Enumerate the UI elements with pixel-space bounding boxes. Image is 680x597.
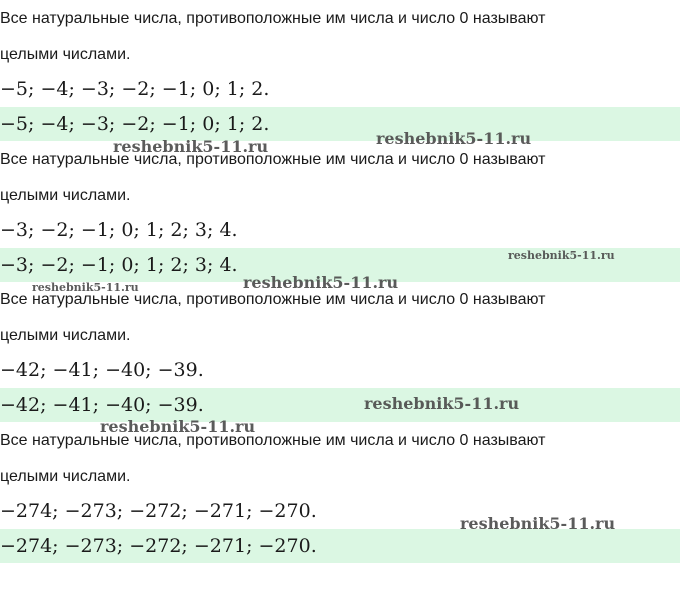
sequence-line: −274; −273; −272; −271; −270. — [0, 500, 317, 522]
answer-text: −274; −273; −272; −271; −270. — [0, 535, 317, 557]
intro-line-1: Все натуральные числа, противоположные им числа и число 0 называют — [0, 432, 546, 449]
intro-line-2: целыми числами. — [0, 187, 131, 204]
watermark: reshebnik5-11.ru — [243, 273, 399, 292]
watermark: reshebnik5-11.ru — [376, 129, 532, 148]
intro-line-2: целыми числами. — [0, 327, 131, 344]
answer-text: −5; −4; −3; −2; −1; 0; 1; 2. — [0, 113, 270, 135]
watermark: reshebnik5-11.ru — [32, 281, 139, 294]
watermark: reshebnik5-11.ru — [113, 137, 269, 156]
sequence-line: −5; −4; −3; −2; −1; 0; 1; 2. — [0, 78, 270, 100]
answer-bar — [0, 107, 680, 141]
intro-line-2: целыми числами. — [0, 46, 131, 63]
watermark: reshebnik5-11.ru — [508, 249, 615, 262]
watermark: reshebnik5-11.ru — [100, 417, 256, 436]
intro-line-1: Все натуральные числа, противоположные им числа и число 0 называют — [0, 291, 546, 308]
watermark: reshebnik5-11.ru — [364, 394, 520, 413]
answer-text: −42; −41; −40; −39. — [0, 394, 204, 416]
sequence-line: −3; −2; −1; 0; 1; 2; 3; 4. — [0, 219, 238, 241]
watermark: reshebnik5-11.ru — [460, 514, 616, 533]
sequence-line: −42; −41; −40; −39. — [0, 359, 204, 381]
intro-line-1: Все натуральные числа, противоположные им числа и число 0 называют — [0, 151, 546, 168]
intro-line-2: целыми числами. — [0, 468, 131, 485]
answer-text: −3; −2; −1; 0; 1; 2; 3; 4. — [0, 254, 238, 276]
intro-line-1: Все натуральные числа, противоположные им числа и число 0 называют — [0, 10, 546, 27]
answer-bar — [0, 529, 680, 563]
